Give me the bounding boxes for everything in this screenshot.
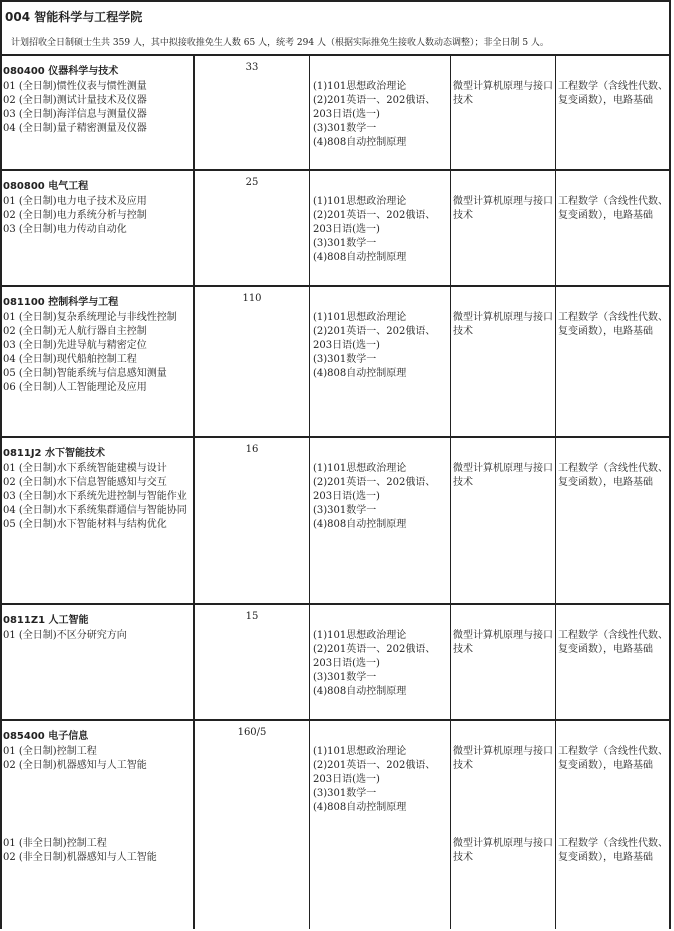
major-name: 085400 电子信息	[3, 731, 89, 742]
major-cell	[2, 56, 195, 169]
quota-cell	[195, 605, 310, 719]
direction-item: 01 (全日制)惯性仪表与惯性测量	[3, 81, 147, 92]
exam-item: (1)101思想政治理论	[313, 312, 407, 323]
retest-subject: 微型计算机原理与接口技术	[453, 463, 553, 488]
direction-list	[3, 80, 193, 136]
major-name: 0811Z1 人工智能	[3, 615, 89, 626]
direction-list	[3, 745, 193, 773]
direction-item: 04 (全日制)水下系统集群通信与智能协同	[3, 505, 187, 516]
major-name: 080800 电气工程	[3, 181, 89, 192]
exam-item: (3)301数学一	[313, 505, 377, 516]
direction-item: 02 (全日制)机器感知与人工智能	[3, 760, 147, 771]
quota-value: 110	[242, 293, 262, 304]
parttime-direction-list	[3, 837, 193, 865]
exam-list	[313, 462, 449, 532]
exam-item: (2)201英语一、202俄语、203日语(选一)	[313, 326, 436, 351]
direction-item: 01 (全日制)水下系统智能建模与设计	[3, 463, 167, 474]
retest-cell	[451, 56, 556, 169]
retest-cell	[451, 287, 556, 436]
direction-item: 01 (全日制)电力电子技术及应用	[3, 196, 147, 207]
major-row	[2, 605, 669, 721]
direction-item: 04 (全日制)量子精密测量及仪器	[3, 123, 147, 134]
college-title: 004 智能科学与工程学院	[5, 10, 143, 24]
retest-cell	[451, 438, 556, 603]
retest-subject: 微型计算机原理与接口技术	[453, 746, 553, 771]
major-name: 0811J2 水下智能技术	[3, 448, 105, 459]
exam-item: (4)808自动控制原理	[313, 252, 407, 263]
exam-item: (1)101思想政治理论	[313, 196, 407, 207]
exam-item: (1)101思想政治理论	[313, 746, 407, 757]
direction-item: 02 (全日制)无人航行器自主控制	[3, 326, 147, 337]
exam-list	[313, 80, 449, 150]
direction-item: 03 (全日制)海洋信息与测量仪器	[3, 109, 147, 120]
major-cell	[2, 438, 195, 603]
quota-cell	[195, 721, 310, 929]
exam-item: (1)101思想政治理论	[313, 463, 407, 474]
quota-value: 33	[245, 62, 259, 73]
retest-cell	[451, 605, 556, 719]
exam-item: (2)201英语一、202俄语、203日语(选一)	[313, 95, 436, 120]
exam-item: (3)301数学一	[313, 788, 377, 799]
equivalent-cell	[556, 56, 669, 169]
retest-subject: 微型计算机原理与接口技术	[453, 312, 553, 337]
exam-cell	[310, 605, 451, 719]
direction-item: 04 (全日制)现代船舶控制工程	[3, 354, 137, 365]
exam-cell	[310, 56, 451, 169]
direction-list	[3, 195, 193, 237]
exam-item: (2)201英语一、202俄语、203日语(选一)	[313, 210, 436, 235]
quota-value: 16	[245, 444, 259, 455]
retest-cell	[451, 721, 556, 929]
exam-item: (4)808自动控制原理	[313, 137, 407, 148]
retest-subject: 微型计算机原理与接口技术	[453, 81, 553, 106]
direction-item: 02 (非全日制)机器感知与人工智能	[3, 852, 157, 863]
direction-item: 05 (全日制)水下智能材料与结构优化	[3, 519, 167, 530]
equivalent-subjects: 工程数学（含线性代数、复变函数），电路基础	[558, 746, 668, 771]
major-name: 080400 仪器科学与技术	[3, 66, 119, 77]
direction-list	[3, 629, 193, 643]
equivalent-subjects: 工程数学（含线性代数、复变函数），电路基础	[558, 463, 668, 488]
exam-item: (3)301数学一	[313, 123, 377, 134]
equivalent-cell	[556, 438, 669, 603]
exam-list	[313, 629, 449, 699]
retest-subject: 微型计算机原理与接口技术	[453, 630, 553, 655]
quota-cell	[195, 171, 310, 285]
exam-list	[313, 745, 449, 815]
direction-item: 01 (全日制)不区分研究方向	[3, 630, 127, 641]
equivalent-cell	[556, 721, 669, 929]
quota-value: 25	[245, 177, 259, 188]
direction-item: 03 (全日制)电力传动自动化	[3, 224, 127, 235]
major-row	[2, 721, 669, 929]
quota-value: 160/5	[237, 727, 267, 738]
exam-list	[313, 311, 449, 381]
direction-item: 03 (全日制)水下系统先进控制与智能作业	[3, 491, 187, 502]
direction-item: 06 (全日制)人工智能理论及应用	[3, 382, 147, 393]
quota-cell	[195, 438, 310, 603]
major-row	[2, 56, 669, 171]
equivalent-subjects: 工程数学（含线性代数、复变函数），电路基础	[558, 630, 668, 655]
direction-list	[3, 311, 193, 395]
direction-item: 03 (全日制)先进导航与精密定位	[3, 340, 147, 351]
exam-item: (1)101思想政治理论	[313, 630, 407, 641]
college-enrollment-note: 计划招收全日制硕士生共 359 人，其中拟接收推免生人数 65 人，统考 294 人（根据实际推免生接收人数动态调整）；非全日制 5 人。	[11, 38, 549, 48]
equivalent-subjects: 工程数学（含线性代数、复变函数），电路基础	[558, 196, 668, 221]
direction-item: 01 (全日制)复杂系统理论与非线性控制	[3, 312, 177, 323]
direction-item: 01 (非全日制)控制工程	[3, 838, 107, 849]
quota-cell	[195, 56, 310, 169]
retest-subject: 微型计算机原理与接口技术	[453, 196, 553, 221]
exam-item: (4)808自动控制原理	[313, 686, 407, 697]
college-header	[2, 2, 669, 56]
quota-value: 15	[245, 611, 259, 622]
exam-item: (1)101思想政治理论	[313, 81, 407, 92]
exam-item: (3)301数学一	[313, 238, 377, 249]
major-name: 081100 控制科学与工程	[3, 297, 119, 308]
exam-item: (3)301数学一	[313, 354, 377, 365]
exam-item: (2)201英语一、202俄语、203日语(选一)	[313, 644, 436, 669]
direction-item: 02 (全日制)水下信息智能感知与交互	[3, 477, 167, 488]
equivalent-subjects: 工程数学（含线性代数、复变函数），电路基础	[558, 81, 668, 106]
direction-item: 01 (全日制)控制工程	[3, 746, 97, 757]
direction-list	[3, 462, 193, 532]
major-row	[2, 171, 669, 287]
major-row	[2, 438, 669, 605]
major-cell	[2, 171, 195, 285]
parttime-equivalent-subjects: 工程数学（含线性代数、复变函数），电路基础	[558, 838, 668, 863]
exam-item: (2)201英语一、202俄语、203日语(选一)	[313, 477, 436, 502]
direction-item: 05 (全日制)智能系统与信息感知测量	[3, 368, 167, 379]
major-cell	[2, 605, 195, 719]
direction-item: 02 (全日制)电力系统分析与控制	[3, 210, 147, 221]
exam-cell	[310, 438, 451, 603]
retest-cell	[451, 171, 556, 285]
exam-item: (2)201英语一、202俄语、203日语(选一)	[313, 760, 436, 785]
equivalent-subjects: 工程数学（含线性代数、复变函数），电路基础	[558, 312, 668, 337]
quota-cell	[195, 287, 310, 436]
exam-cell	[310, 721, 451, 929]
exam-item: (3)301数学一	[313, 672, 377, 683]
major-cell	[2, 721, 195, 929]
parttime-retest-subject: 微型计算机原理与接口技术	[453, 838, 553, 863]
equivalent-cell	[556, 605, 669, 719]
major-cell	[2, 287, 195, 436]
major-row	[2, 287, 669, 438]
exam-item: (4)808自动控制原理	[313, 519, 407, 530]
exam-item: (4)808自动控制原理	[313, 368, 407, 379]
equivalent-cell	[556, 287, 669, 436]
equivalent-cell	[556, 171, 669, 285]
exam-cell	[310, 171, 451, 285]
direction-item: 02 (全日制)测试计量技术及仪器	[3, 95, 147, 106]
exam-cell	[310, 287, 451, 436]
exam-list	[313, 195, 449, 265]
exam-item: (4)808自动控制原理	[313, 802, 407, 813]
